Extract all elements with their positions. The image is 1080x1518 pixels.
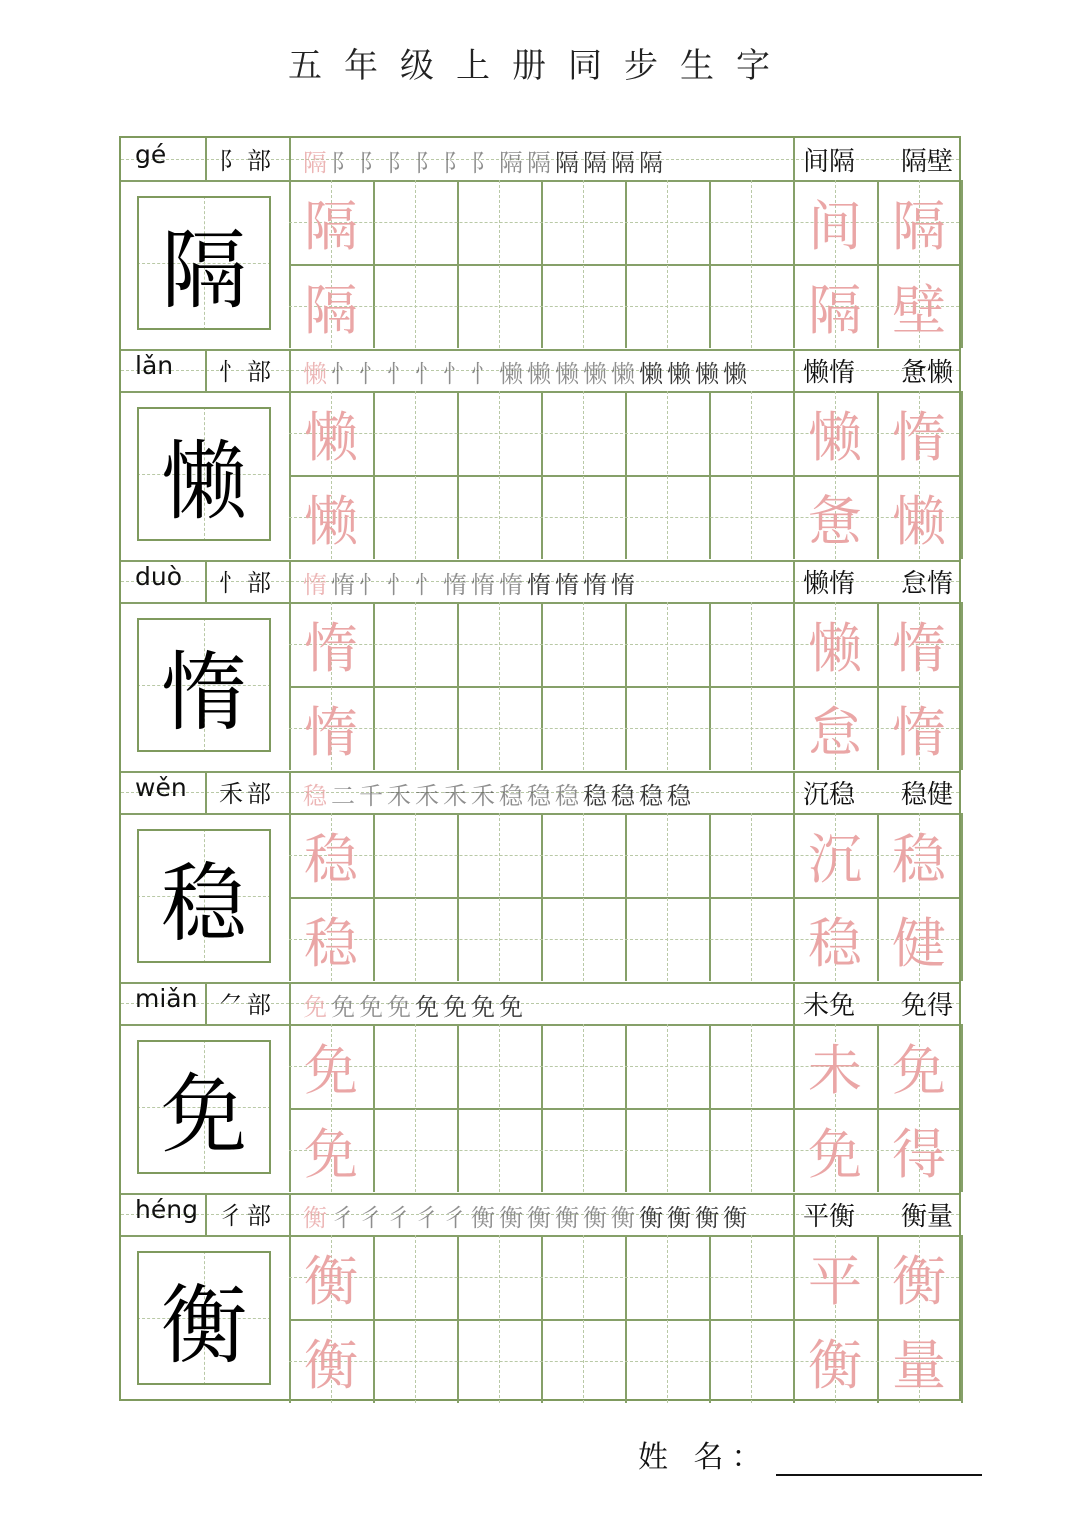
trace-character: 隔: [304, 278, 358, 342]
stroke-step: 惰: [331, 570, 355, 598]
stroke-step: 免: [303, 992, 327, 1020]
stroke-step: 衡: [583, 1203, 607, 1231]
stroke-step: 千: [359, 781, 383, 809]
header-separator: [289, 138, 291, 180]
trace-character: 稳: [304, 911, 358, 975]
example-word: 懒惰: [803, 358, 856, 388]
example-words: [803, 774, 953, 811]
stroke-order: [301, 355, 791, 387]
example-word: 平衡: [803, 1202, 856, 1232]
header-separator: [793, 560, 795, 602]
stroke-step: 衡: [723, 1203, 747, 1231]
word-trace-character: 惰: [892, 405, 946, 469]
header-separator: [289, 982, 291, 1024]
stroke-order: [301, 988, 791, 1020]
writing-cell[interactable]: [709, 897, 793, 981]
model-character: 惰: [137, 618, 271, 752]
stroke-step: 稳: [611, 781, 635, 809]
writing-cell[interactable]: [373, 1108, 457, 1192]
stroke-step: 稳: [303, 781, 327, 809]
name-field[interactable]: [638, 1432, 982, 1476]
word-trace-character: 隔: [892, 194, 946, 258]
writing-cell[interactable]: [709, 1024, 793, 1108]
header-separator: [289, 349, 291, 391]
model-character: 衡: [137, 1251, 271, 1385]
stroke-step: 懒: [611, 359, 635, 387]
header-separator: [205, 771, 207, 813]
example-word: 沉稳: [803, 780, 856, 810]
example-word: 衡量: [900, 1202, 953, 1232]
writing-cell[interactable]: [373, 686, 457, 770]
header-separator: [793, 771, 795, 813]
stroke-order: [301, 566, 791, 598]
header-separator: [793, 1193, 795, 1235]
writing-cell[interactable]: [709, 180, 793, 264]
stroke-step: 忄: [359, 359, 383, 387]
stroke-step: 懒: [723, 359, 747, 387]
stroke-step: 懒: [667, 359, 691, 387]
word-trace-character: 健: [892, 911, 946, 975]
stroke-order: [301, 1199, 791, 1231]
writing-cell[interactable]: [373, 1235, 457, 1319]
stroke-step: 稳: [583, 781, 607, 809]
word-trace-character: 稳: [808, 911, 862, 975]
writing-cell[interactable]: [625, 897, 709, 981]
writing-cell[interactable]: [541, 813, 625, 897]
writing-cell[interactable]: [541, 1235, 625, 1319]
stroke-step: 彳: [443, 1203, 467, 1231]
character-block: [121, 349, 963, 560]
header-separator: [289, 771, 291, 813]
writing-cell[interactable]: [625, 602, 709, 686]
writing-cell[interactable]: [709, 1319, 793, 1403]
stroke-step: 衡: [611, 1203, 635, 1231]
writing-cell[interactable]: [457, 602, 541, 686]
example-words: [803, 141, 953, 178]
trace-character: 稳: [304, 827, 358, 891]
page-title: 五年级上册同步生字: [288, 46, 792, 86]
word-trace-character: 衡: [808, 1333, 862, 1397]
block-divider: [121, 982, 959, 984]
writing-cell[interactable]: [625, 1024, 709, 1108]
writing-cell[interactable]: [709, 391, 793, 475]
writing-cell[interactable]: [373, 1319, 457, 1403]
pinyin-label: duò: [135, 562, 183, 591]
model-character: 免: [137, 1040, 271, 1174]
trace-character: 懒: [304, 489, 358, 553]
stroke-step: 阝: [443, 148, 467, 176]
character-block: [121, 1193, 963, 1404]
word-trace-character: 量: [892, 1333, 946, 1397]
word-trace-character: 未: [808, 1038, 862, 1102]
example-word: 免得: [900, 991, 953, 1021]
writing-cell[interactable]: [625, 1319, 709, 1403]
stroke-step: 免: [331, 992, 355, 1020]
writing-cell[interactable]: [457, 897, 541, 981]
writing-cell[interactable]: [457, 180, 541, 264]
stroke-step: 忄: [415, 570, 439, 598]
stroke-step: 稳: [639, 781, 663, 809]
writing-cell[interactable]: [541, 391, 625, 475]
stroke-step: 忄: [387, 359, 411, 387]
trace-character: 隔: [304, 194, 358, 258]
character-block: [121, 560, 963, 771]
radical-label: ⺈部: [219, 991, 275, 1019]
writing-cell[interactable]: [625, 1108, 709, 1192]
word-trace-character: 惫: [808, 489, 862, 553]
header-separator: [289, 1193, 291, 1235]
block-divider: [121, 1193, 959, 1195]
grid-column-line: [961, 180, 963, 348]
writing-cell[interactable]: [709, 602, 793, 686]
stroke-step: 稳: [499, 781, 523, 809]
writing-cell[interactable]: [373, 602, 457, 686]
writing-cell[interactable]: [625, 180, 709, 264]
stroke-step: 惰: [499, 570, 523, 598]
header-separator: [205, 349, 207, 391]
radical-label: 忄部: [219, 569, 275, 597]
stroke-step: 彳: [331, 1203, 355, 1231]
stroke-step: 隔: [303, 148, 327, 176]
stroke-step: 彳: [415, 1203, 439, 1231]
word-trace-character: 隔: [808, 278, 862, 342]
stroke-step: 懒: [303, 359, 327, 387]
grid-column-line: [961, 1024, 963, 1192]
practice-sheet: [119, 136, 961, 1401]
pinyin-label: gé: [135, 140, 167, 169]
stroke-step: 免: [359, 992, 383, 1020]
stroke-step: 免: [387, 992, 411, 1020]
writing-cell[interactable]: [541, 475, 625, 559]
writing-cell[interactable]: [457, 264, 541, 348]
writing-cell[interactable]: [625, 475, 709, 559]
example-word: 未免: [803, 991, 856, 1021]
trace-character: 惰: [304, 700, 358, 764]
header-separator: [793, 982, 795, 1024]
name-label: 姓 名：: [638, 1440, 770, 1475]
writing-cell[interactable]: [457, 1024, 541, 1108]
stroke-step: 彳: [387, 1203, 411, 1231]
writing-cell[interactable]: [457, 475, 541, 559]
stroke-step: 惰: [471, 570, 495, 598]
trace-character: 免: [304, 1122, 358, 1186]
character-block: [121, 771, 963, 982]
stroke-step: 稳: [667, 781, 691, 809]
example-word: 怠惰: [900, 569, 953, 599]
writing-cell[interactable]: [373, 813, 457, 897]
stroke-step: 衡: [303, 1203, 327, 1231]
stroke-step: 衡: [499, 1203, 523, 1231]
stroke-step: 阝: [359, 148, 383, 176]
writing-cell[interactable]: [541, 1024, 625, 1108]
stroke-step: 衡: [471, 1203, 495, 1231]
word-trace-character: 得: [892, 1122, 946, 1186]
stroke-step: 隔: [527, 148, 551, 176]
stroke-step: 忄: [471, 359, 495, 387]
stroke-step: 禾: [415, 781, 439, 809]
example-word: 懒惰: [803, 569, 856, 599]
header-separator: [205, 982, 207, 1024]
stroke-step: 衡: [639, 1203, 663, 1231]
header-separator: [793, 349, 795, 391]
writing-cell[interactable]: [457, 391, 541, 475]
stroke-step: 阝: [387, 148, 411, 176]
stroke-step: 禾: [387, 781, 411, 809]
header-separator: [205, 138, 207, 180]
writing-cell[interactable]: [709, 813, 793, 897]
stroke-step: 阝: [415, 148, 439, 176]
example-word: 隔壁: [900, 147, 953, 177]
name-blank-line[interactable]: [776, 1444, 982, 1476]
stroke-step: 衡: [527, 1203, 551, 1231]
stroke-step: 懒: [555, 359, 579, 387]
pinyin-label: miǎn: [135, 984, 198, 1013]
writing-cell[interactable]: [373, 180, 457, 264]
stroke-step: 惰: [303, 570, 327, 598]
grid-column-line: [961, 1235, 963, 1403]
stroke-step: 忄: [387, 570, 411, 598]
stroke-step: 隔: [555, 148, 579, 176]
writing-cell[interactable]: [457, 1319, 541, 1403]
stroke-step: 惰: [583, 570, 607, 598]
example-words: [803, 985, 953, 1022]
word-trace-character: 衡: [892, 1249, 946, 1313]
stroke-step: 免: [499, 992, 523, 1020]
stroke-step: 忄: [415, 359, 439, 387]
radical-label: 彳部: [219, 1202, 275, 1230]
word-trace-character: 懒: [892, 489, 946, 553]
example-word: 间隔: [803, 147, 856, 177]
stroke-step: 惰: [443, 570, 467, 598]
stroke-step: 衡: [555, 1203, 579, 1231]
header-separator: [289, 560, 291, 602]
stroke-step: 懒: [695, 359, 719, 387]
word-trace-character: 间: [808, 194, 862, 258]
word-trace-character: 懒: [808, 616, 862, 680]
stroke-step: 免: [471, 992, 495, 1020]
stroke-step: 免: [443, 992, 467, 1020]
writing-cell[interactable]: [373, 897, 457, 981]
stroke-step: 隔: [639, 148, 663, 176]
stroke-step: 彳: [359, 1203, 383, 1231]
pinyin-label: lǎn: [135, 351, 174, 380]
grid-column-line: [961, 602, 963, 770]
model-character: 稳: [137, 829, 271, 963]
word-trace-character: 壁: [892, 278, 946, 342]
writing-cell[interactable]: [625, 264, 709, 348]
stroke-step: 忄: [359, 570, 383, 598]
example-words: [803, 563, 953, 600]
word-trace-character: 惰: [892, 616, 946, 680]
writing-cell[interactable]: [541, 1319, 625, 1403]
writing-cell[interactable]: [709, 1108, 793, 1192]
writing-cell[interactable]: [625, 1235, 709, 1319]
writing-cell[interactable]: [541, 180, 625, 264]
stroke-step: 懒: [499, 359, 523, 387]
stroke-step: 阝: [471, 148, 495, 176]
stroke-order: [301, 777, 791, 809]
stroke-step: 隔: [583, 148, 607, 176]
stroke-step: 懒: [583, 359, 607, 387]
writing-cell[interactable]: [457, 1235, 541, 1319]
writing-cell[interactable]: [457, 1108, 541, 1192]
stroke-step: 忄: [443, 359, 467, 387]
block-divider: [121, 349, 959, 351]
word-trace-character: 平: [808, 1249, 862, 1313]
writing-cell[interactable]: [625, 391, 709, 475]
stroke-step: 阝: [331, 148, 355, 176]
example-word: 惫懒: [900, 358, 953, 388]
word-trace-character: 免: [892, 1038, 946, 1102]
writing-cell[interactable]: [709, 264, 793, 348]
writing-cell[interactable]: [709, 475, 793, 559]
writing-cell[interactable]: [457, 686, 541, 770]
word-trace-character: 懒: [808, 405, 862, 469]
writing-cell[interactable]: [541, 1108, 625, 1192]
trace-character: 懒: [304, 405, 358, 469]
stroke-step: 懒: [527, 359, 551, 387]
model-character: 懒: [137, 407, 271, 541]
stroke-step: 免: [415, 992, 439, 1020]
stroke-step: 懒: [639, 359, 663, 387]
stroke-step: 稳: [527, 781, 551, 809]
trace-character: 免: [304, 1038, 358, 1102]
example-word: 稳健: [900, 780, 953, 810]
writing-cell[interactable]: [373, 475, 457, 559]
character-block: [121, 982, 963, 1193]
writing-cell[interactable]: [541, 897, 625, 981]
writing-cell[interactable]: [541, 264, 625, 348]
stroke-step: 稳: [555, 781, 579, 809]
writing-cell[interactable]: [373, 391, 457, 475]
radical-label: 禾部: [219, 780, 275, 808]
header-separator: [793, 138, 795, 180]
writing-cell[interactable]: [373, 264, 457, 348]
writing-cell[interactable]: [373, 1024, 457, 1108]
word-trace-character: 免: [808, 1122, 862, 1186]
stroke-step: 禾: [443, 781, 467, 809]
block-divider: [121, 771, 959, 773]
example-words: [803, 352, 953, 389]
trace-character: 惰: [304, 616, 358, 680]
stroke-step: 隔: [499, 148, 523, 176]
writing-cell[interactable]: [541, 686, 625, 770]
writing-cell[interactable]: [541, 602, 625, 686]
block-divider: [121, 560, 959, 562]
writing-cell[interactable]: [457, 813, 541, 897]
grid-column-line: [961, 391, 963, 559]
writing-cell[interactable]: [709, 686, 793, 770]
stroke-step: 忄: [331, 359, 355, 387]
pinyin-label: héng: [135, 1195, 198, 1224]
trace-character: 衡: [304, 1249, 358, 1313]
stroke-step: 衡: [667, 1203, 691, 1231]
word-trace-character: 沉: [808, 827, 862, 891]
stroke-step: 衡: [695, 1203, 719, 1231]
writing-cell[interactable]: [625, 813, 709, 897]
character-block: [121, 138, 963, 349]
trace-character: 衡: [304, 1333, 358, 1397]
header-separator: [205, 560, 207, 602]
writing-cell[interactable]: [709, 1235, 793, 1319]
stroke-order: [301, 144, 791, 176]
writing-cell[interactable]: [625, 686, 709, 770]
stroke-step: 惰: [555, 570, 579, 598]
stroke-step: 二: [331, 781, 355, 809]
word-trace-character: 稳: [892, 827, 946, 891]
stroke-step: 惰: [527, 570, 551, 598]
radical-label: 忄部: [219, 358, 275, 386]
radical-label: 阝部: [219, 147, 275, 175]
stroke-step: 隔: [611, 148, 635, 176]
example-words: [803, 1196, 953, 1233]
word-trace-character: 怠: [808, 700, 862, 764]
grid-column-line: [961, 813, 963, 981]
stroke-step: 禾: [471, 781, 495, 809]
model-character: 隔: [137, 196, 271, 330]
word-trace-character: 惰: [892, 700, 946, 764]
stroke-step: 惰: [611, 570, 635, 598]
header-separator: [205, 1193, 207, 1235]
pinyin-label: wěn: [135, 773, 187, 802]
